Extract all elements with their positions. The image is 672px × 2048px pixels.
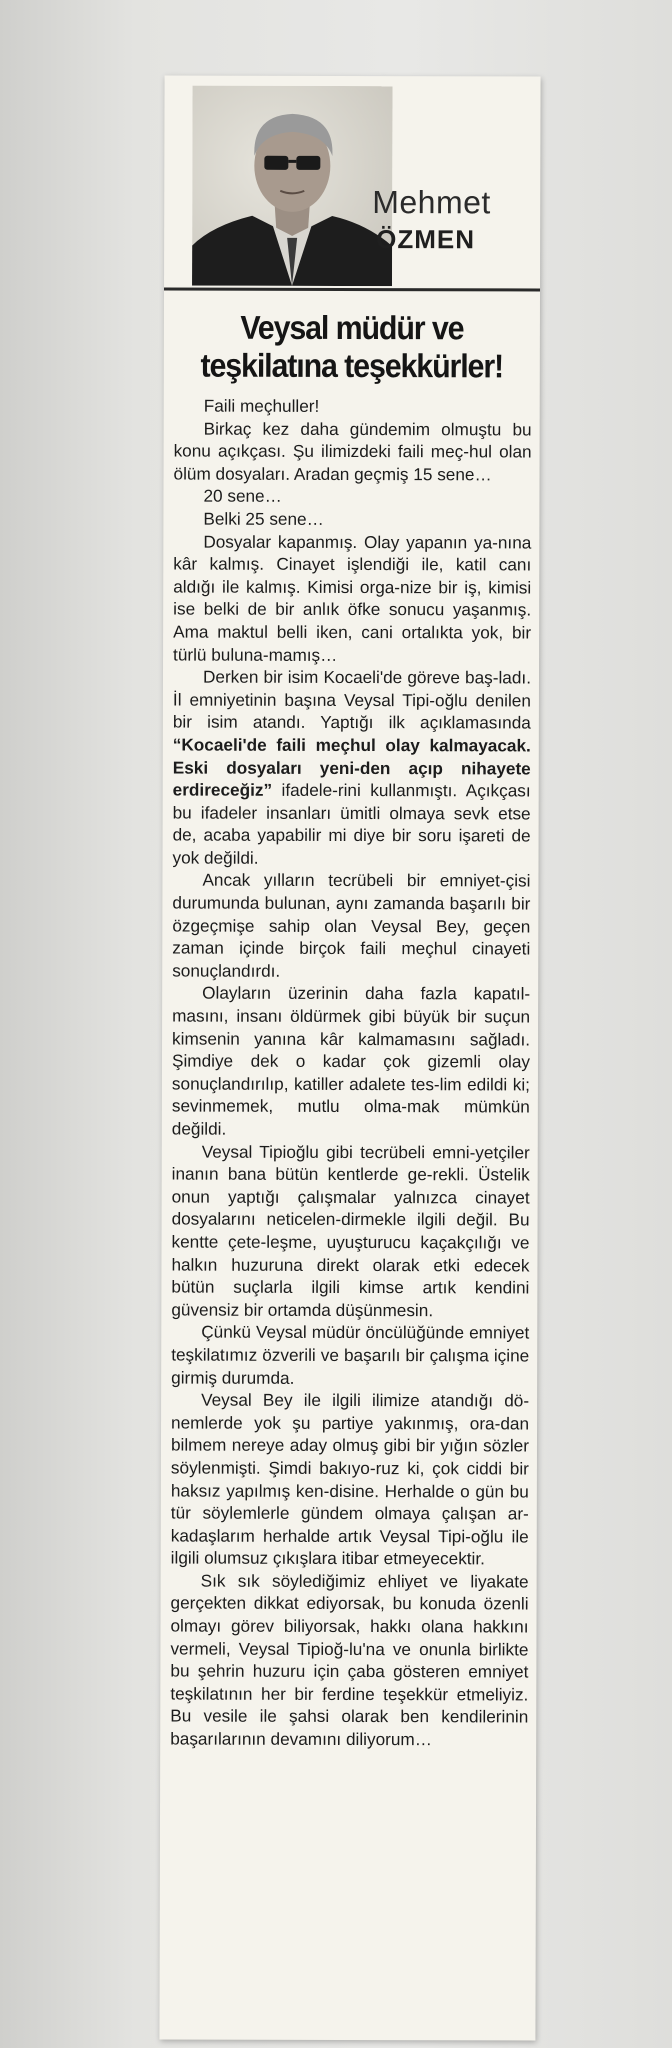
author-portrait-image xyxy=(192,86,393,287)
paragraph-12: Sık sık söylediğimiz ehliyet ve liyakate gerçekten dikkat ediyorsak, bu konuda özenli olmayı görev biliyorsak, hakkı olana hakkını vermeli, Veysal Tipioğ-lu'na ve onunla birlikte bu şehrin huzuru için çaba gösteren emniyet teşkilatının her bir ferdine teşekkür etmeliyiz. Bu vesile ile şahsi olarak ben kendilerinin başarılarının devamını diliyorum… xyxy=(170,1570,529,1750)
paragraph-3: 20 sene… xyxy=(203,485,282,507)
paragraph-11: Veysal Bey ile ilgili ilimize atandığı dö-nemlerde yok şu partiye yakınmış, ora-dan bilmem nereye aday olmuş gibi bir yığın sözler söylenmişti. Şimdi bakıyo-ruz ki, çok ciddi bir haksız yapılmış ken-disine. Herhalde o gün bu tür söylemlerle gündem olmaya çalışan ar-kadaşlarım herhalde artık Veysal Tipi-oğlu ile ilgili olumsuz çıkışlara itibar etmeyecektir. xyxy=(170,1389,530,1569)
paragraph-5: Dosyalar kapanmış. Olay yapanın ya-nına kâr kalmış. Cinayet işlendiği ile, katil canı aldığı ile kalmış. Kimisi orga-nize bir iş, kimisi ise belki de bir anlık öfke sonucu yaşanmış. Ama maktul belli iken, cani ortalıkta yok, bir türlü buluna-mamış… xyxy=(173,531,532,665)
paragraph-6 xyxy=(172,666,531,870)
paragraph-9: Veysal Tipioğlu gibi tecrübeli emni-yetçiler inanın bana bütün kentlerde ge-rekli. Üstelik onun yaptığı çalışmalar yalnızca cinayet dosyalarını neticelen-dirmekle ilgili değil. Bu kentte çete-leşme, uyuşturucu kaçakçılığı ve halkın huzuruna direkt olarak etki edecek bütün suçlarla ilgili kimse artık kendini güvensiz bir ortamda düşünmesin. xyxy=(171,1141,530,1320)
paragraph-2: Birkaç kez daha gündemim olmuştu bu konu açıkçası. Şu ilimizdeki faili meç-hul olan ölüm dosyaları. Aradan geçmiş 15 sene… xyxy=(173,418,532,485)
paragraph-8: Olayların üzerinin daha fazla kapatıl-masını, insanı öldürmek gibi büyük bir suçun kimsenin yanına kâr kalmamasını sağladı. Şimdiye dek o kadar çok gizemli olay sonuçlandırılıp, katiller adalete tes-lim edildi ki; sevinmemek, mutlu olma-mak mümkün değildi. xyxy=(171,983,531,1139)
paragraph-10: Çünkü Veysal müdür öncülüğünde emniyet teşkilatımız özverili ve başarılı bir çalışma içine girmiş durumda. xyxy=(171,1321,530,1388)
author-photo xyxy=(192,86,393,287)
author-last-name: ÖZMEN xyxy=(376,224,476,255)
paragraph-6-after: ifadele-rini kullanmıştı. Açıkçası bu ifadeler insanları ümitli olmaya sevk etse de, acaba yapabilir mi diye bir soru işareti de yok değildi. xyxy=(172,779,531,868)
paragraph-4: Belki 25 sene… xyxy=(203,508,324,529)
newspaper-clipping xyxy=(159,76,540,2041)
article-body xyxy=(170,395,532,1752)
article-headline: Veysal müdür ve teşkilatına teşekkürler! xyxy=(200,308,504,385)
paragraph-7: Ancak yılların tecrübeli bir emniyet-çisi durumunda bulunan, aynı zamanda başarılı bir özgeçmişe sahip olan Veysal Bey, geçen zaman içinde birçok faili meçhul cinayeti sonuçlandırdı. xyxy=(172,870,531,981)
paragraph-1: Faili meçhuller! xyxy=(203,395,320,416)
paragraph-6-before: Derken bir isim Kocaeli'de göreve baş-ladı. İl emniyetinin başına Veysal Tipi-oğlu denilen bir isim atandı. Yaptığı ilk açıklamasında xyxy=(172,666,532,733)
author-first-name: Mehmet xyxy=(372,184,491,221)
column-header xyxy=(164,76,541,292)
paragraph-6-quote: “Kocaeli'de faili meçhul olay kalmayacak. Eski dosyaları yeni-den açıp nihayete erdireceğiz” xyxy=(172,734,531,800)
